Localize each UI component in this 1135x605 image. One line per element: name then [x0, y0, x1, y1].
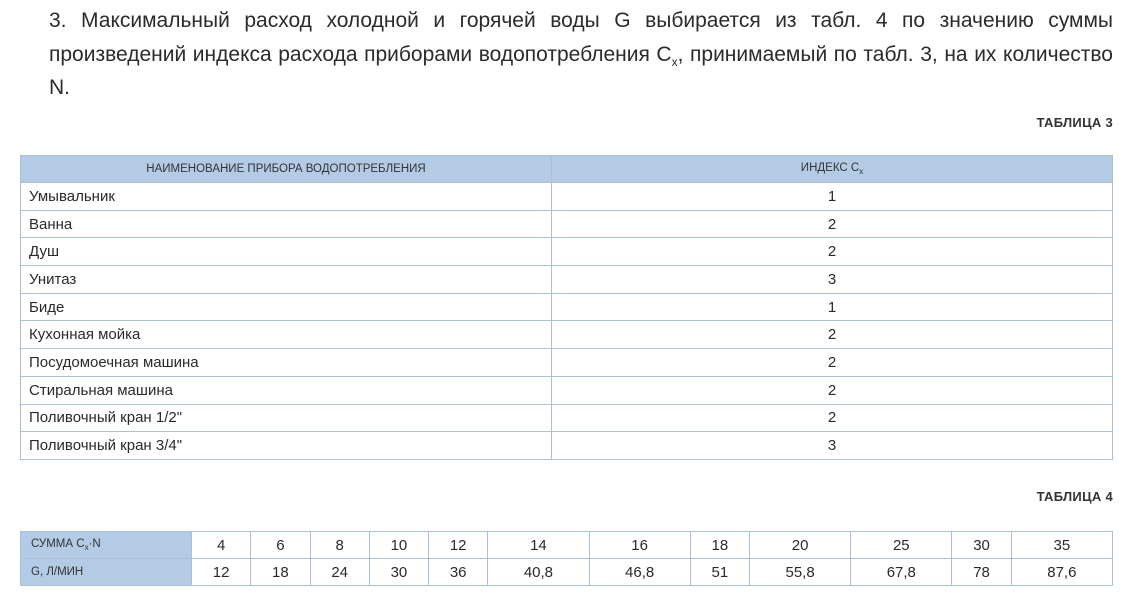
- sum-value: 8: [310, 532, 369, 559]
- appliance-name: Умывальник: [21, 183, 552, 211]
- sum-value: 14: [488, 532, 589, 559]
- sum-value: 6: [251, 532, 310, 559]
- table4-sum-label-b: ·N: [88, 538, 101, 550]
- appliance-index: 2: [552, 376, 1113, 404]
- appliance-name: Кухонная мойка: [21, 321, 552, 349]
- flow-value: 36: [429, 559, 488, 586]
- appliance-index: 2: [552, 349, 1113, 377]
- table-4: [20, 531, 1113, 586]
- sum-value: 4: [192, 532, 251, 559]
- table3-header-index: [552, 156, 1113, 183]
- table-3: [20, 155, 1113, 460]
- flow-value: 67,8: [851, 559, 952, 586]
- appliance-name: Стиральная машина: [21, 376, 552, 404]
- flow-value: 87,6: [1011, 559, 1112, 586]
- table3-caption: ТАБЛИЦА 3: [1036, 115, 1113, 130]
- intro-text-part2: , принимаемый по табл. 3, на их количество N.: [49, 42, 1113, 99]
- table-row: [21, 404, 1113, 432]
- table4-flow-row: [21, 559, 1113, 586]
- sum-value: 35: [1011, 532, 1112, 559]
- table-row: [21, 183, 1113, 211]
- table3-header-index-subscript: х: [859, 167, 864, 176]
- sum-value: 20: [750, 532, 851, 559]
- intro-subscript: х: [671, 54, 678, 69]
- table-row: [21, 266, 1113, 294]
- appliance-name: Поливочный кран 3/4": [21, 432, 552, 460]
- table-row: [21, 238, 1113, 266]
- appliance-name: Посудомоечная машина: [21, 349, 552, 377]
- appliance-index: 1: [552, 293, 1113, 321]
- flow-value: 40,8: [488, 559, 589, 586]
- appliance-name: Ванна: [21, 210, 552, 238]
- table-row: [21, 432, 1113, 460]
- appliance-index: 3: [552, 266, 1113, 294]
- table3-header-index-label: ИНДЕКС С: [800, 162, 860, 174]
- appliance-name: Душ: [21, 238, 552, 266]
- flow-value: 46,8: [589, 559, 690, 586]
- table4-flow-label: G, Л/МИН: [21, 559, 192, 586]
- sum-value: 10: [369, 532, 428, 559]
- intro-paragraph: [49, 4, 1113, 105]
- table3-header-row: [21, 156, 1113, 183]
- flow-value: 18: [251, 559, 310, 586]
- appliance-name: Биде: [21, 293, 552, 321]
- appliance-index: 1: [552, 183, 1113, 211]
- appliance-index: 3: [552, 432, 1113, 460]
- appliance-name: Поливочный кран 1/2": [21, 404, 552, 432]
- appliance-index: 2: [552, 404, 1113, 432]
- table-row: [21, 210, 1113, 238]
- flow-value: 12: [192, 559, 251, 586]
- flow-value: 30: [369, 559, 428, 586]
- flow-value: 51: [690, 559, 749, 586]
- appliance-name: Унитаз: [21, 266, 552, 294]
- appliance-index: 2: [552, 321, 1113, 349]
- sum-value: 25: [851, 532, 952, 559]
- sum-value: 30: [952, 532, 1011, 559]
- table-row: [21, 293, 1113, 321]
- table4-sum-label: [21, 532, 192, 559]
- table-row: [21, 349, 1113, 377]
- flow-value: 78: [952, 559, 1011, 586]
- table4-sum-label-subscript: х: [84, 543, 89, 552]
- sum-value: 18: [690, 532, 749, 559]
- table4-sum-row: [21, 532, 1113, 559]
- flow-value: 24: [310, 559, 369, 586]
- table4-caption: ТАБЛИЦА 4: [1036, 489, 1113, 504]
- table3-header-name: НАИМЕНОВАНИЕ ПРИБОРА ВОДОПОТРЕБЛЕНИЯ: [21, 156, 552, 183]
- flow-value: 55,8: [750, 559, 851, 586]
- appliance-index: 2: [552, 238, 1113, 266]
- appliance-index: 2: [552, 210, 1113, 238]
- table-row: [21, 321, 1113, 349]
- sum-value: 16: [589, 532, 690, 559]
- sum-value: 12: [429, 532, 488, 559]
- table-row: [21, 376, 1113, 404]
- table4-sum-label-a: СУММА С: [31, 538, 85, 550]
- intro-text-part1: 3. Максимальный расход холодной и горячей воды G выбирается из табл. 4 по значению суммы произведений индекса расхода приборами водопотребления С: [49, 9, 1113, 66]
